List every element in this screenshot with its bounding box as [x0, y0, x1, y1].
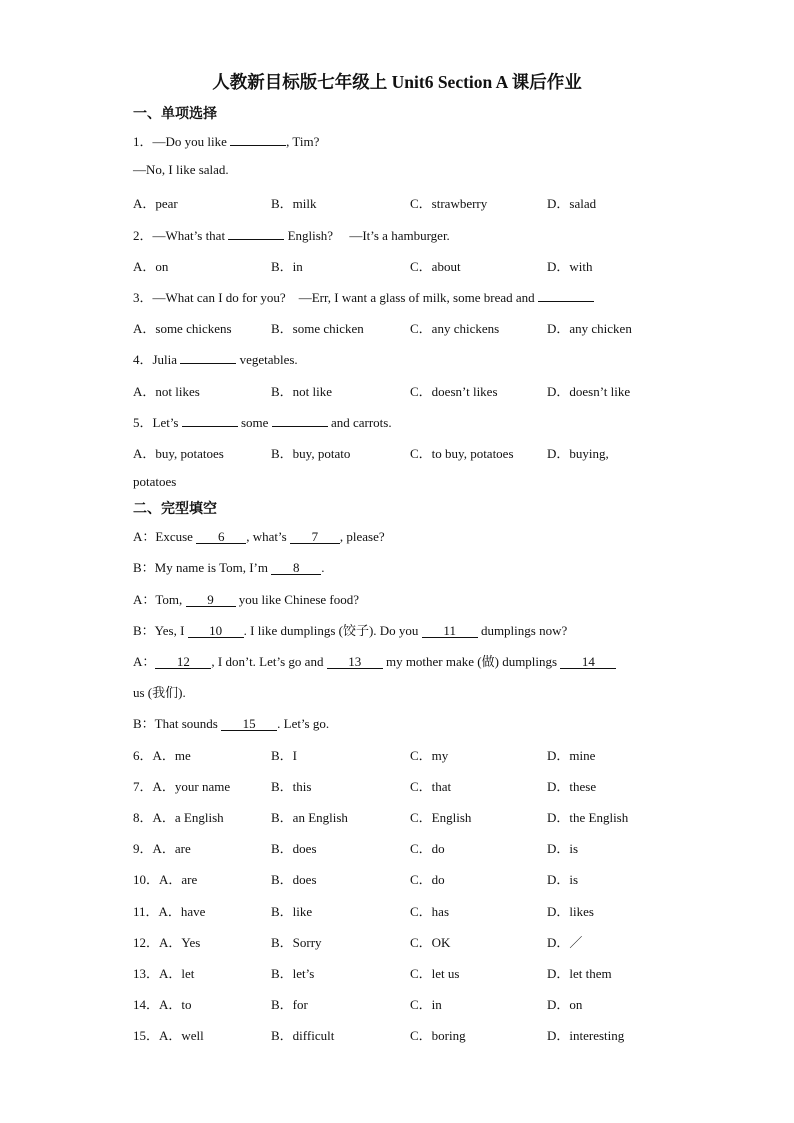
- passage-text: B：Yes, I: [133, 623, 185, 638]
- blank-number: 12: [155, 655, 211, 669]
- option-c: C．strawberry: [410, 196, 488, 211]
- option-c: C．that: [410, 779, 452, 794]
- passage-line: [133, 713, 329, 732]
- question-text: 1．—Do you like: [133, 134, 227, 149]
- answer-blank: [230, 134, 286, 146]
- option-c: C．any chickens: [410, 321, 500, 336]
- option-c: C．boring: [410, 1028, 466, 1043]
- option-c: C．doesn’t likes: [410, 384, 498, 399]
- option-b: B．like: [271, 904, 313, 919]
- option-a: 10．A．are: [133, 872, 198, 887]
- option-a: 14．A．to: [133, 997, 192, 1012]
- option-c: C．has: [410, 904, 450, 919]
- option-b: B．buy, potato: [271, 446, 351, 461]
- option-b: B．let’s: [271, 966, 315, 981]
- option-b: B．in: [271, 259, 303, 274]
- option-a: 13．A．let: [133, 966, 195, 981]
- cloze-options-15: [133, 1025, 673, 1043]
- question-text: English? —It’s a hamburger.: [287, 228, 450, 243]
- blank-number: 7: [290, 530, 340, 544]
- question-2-options: [133, 256, 673, 274]
- question-5: [133, 412, 392, 431]
- question-3: [133, 287, 594, 306]
- section-heading-single-choice: 一、单项选择: [133, 107, 217, 122]
- question-5-option-wrap: potatoes: [133, 474, 177, 489]
- option-a: A．not likes: [133, 384, 200, 399]
- option-a: 9．A．are: [133, 841, 191, 856]
- passage-text: A：Excuse: [133, 529, 193, 544]
- option-d: D．interesting: [547, 1028, 625, 1043]
- question-text: some: [241, 415, 269, 430]
- option-d: D．is: [547, 841, 579, 856]
- answer-blank: [182, 415, 238, 427]
- passage-text: . I like dumplings (饺子). Do you: [243, 623, 419, 638]
- passage-text: you like Chinese food?: [238, 592, 360, 607]
- option-c: C．let us: [410, 966, 460, 981]
- blank-number: 13: [327, 655, 383, 669]
- passage-text: , what’s: [246, 529, 287, 544]
- question-text: 4．Julia: [133, 352, 178, 367]
- passage-text: .: [321, 560, 325, 575]
- option-d: D．／: [547, 935, 583, 950]
- passage-text: A：: [133, 654, 156, 669]
- option-a: 15．A．well: [133, 1028, 204, 1043]
- option-d: D．doesn’t like: [547, 384, 631, 399]
- option-b: B．Sorry: [271, 935, 322, 950]
- option-a: 8．A．a English: [133, 810, 224, 825]
- page-title: 人教新目标版七年级上 Unit6 Section A 课后作业: [212, 72, 582, 92]
- option-a: A．buy, potatoes: [133, 446, 224, 461]
- blank-number: 11: [422, 624, 478, 638]
- option-d: D．is: [547, 872, 579, 887]
- passage-text: B：That sounds: [133, 716, 218, 731]
- passage-text: , I don’t. Let’s go and: [211, 654, 324, 669]
- blank-number: 10: [188, 624, 244, 638]
- option-b: B．difficult: [271, 1028, 335, 1043]
- cloze-options-14: [133, 994, 673, 1012]
- cloze-options-8: [133, 807, 673, 825]
- option-c: C．do: [410, 841, 445, 856]
- option-c: C．OK: [410, 935, 451, 950]
- option-d: D．likes: [547, 904, 594, 919]
- option-b: B．some chicken: [271, 321, 364, 336]
- option-a: A．on: [133, 259, 169, 274]
- blank-number: 14: [560, 655, 616, 669]
- option-d: D．on: [547, 997, 583, 1012]
- cloze-options-11: [133, 901, 673, 919]
- passage-line: [133, 651, 616, 670]
- option-b: B．does: [271, 872, 317, 887]
- cloze-options-6: [133, 745, 673, 763]
- option-d: D．salad: [547, 196, 597, 211]
- option-b: B．an English: [271, 810, 348, 825]
- option-a: A．some chickens: [133, 321, 232, 336]
- question-4: [133, 349, 298, 368]
- question-1-reply: —No, I like salad.: [133, 162, 229, 177]
- passage-text: . Let’s go.: [277, 716, 330, 731]
- passage-line: [133, 620, 567, 639]
- option-c: C．English: [410, 810, 472, 825]
- option-c: C．about: [410, 259, 461, 274]
- question-text: and carrots.: [330, 415, 392, 430]
- option-a: 11．A．have: [133, 904, 206, 919]
- option-a: 12．A．Yes: [133, 935, 201, 950]
- question-text: , Tim?: [286, 134, 320, 149]
- question-3-options: [133, 318, 673, 336]
- answer-blank: [538, 290, 594, 302]
- answer-blank: [228, 228, 284, 240]
- answer-blank: [272, 415, 328, 427]
- question-4-options: [133, 381, 673, 399]
- option-c: C．do: [410, 872, 445, 887]
- blank-number: 6: [196, 530, 246, 544]
- option-a: 7．A．your name: [133, 779, 231, 794]
- option-d: D．mine: [547, 748, 596, 763]
- cloze-options-7: [133, 776, 673, 794]
- option-d: D．buying,: [547, 446, 609, 461]
- blank-number: 8: [271, 561, 321, 575]
- option-b: B．milk: [271, 196, 317, 211]
- cloze-options-13: [133, 963, 673, 981]
- answer-blank: [180, 352, 236, 364]
- passage-line: [133, 589, 359, 608]
- cloze-options-12: [133, 932, 673, 950]
- blank-number: 15: [221, 717, 277, 731]
- question-text: 5．Let’s: [133, 415, 179, 430]
- option-c: C．in: [410, 997, 442, 1012]
- passage-text: A：Tom,: [133, 592, 183, 607]
- option-d: D．with: [547, 259, 593, 274]
- passage-text: , please?: [339, 529, 385, 544]
- passage-line: [133, 526, 385, 545]
- option-a: 6．A．me: [133, 748, 191, 763]
- option-a: A．pear: [133, 196, 178, 211]
- passage-line: us (我们).: [133, 685, 186, 700]
- question-5-options: [133, 443, 673, 461]
- option-d: D．let them: [547, 966, 612, 981]
- question-text: 3．—What can I do for you? —Err, I want a glass of milk, some bread and: [133, 290, 535, 305]
- passage-text: my mother make (做) dumplings: [385, 654, 558, 669]
- passage-text: B：My name is Tom, I’m: [133, 560, 268, 575]
- option-b: B．this: [271, 779, 312, 794]
- cloze-options-10: [133, 869, 673, 887]
- cloze-options-9: [133, 838, 673, 856]
- option-b: B．for: [271, 997, 308, 1012]
- passage-text: dumplings now?: [480, 623, 568, 638]
- option-c: C．to buy, potatoes: [410, 446, 514, 461]
- passage-line: [133, 557, 324, 576]
- question-1-options: [133, 193, 673, 211]
- question-2: [133, 225, 450, 244]
- option-b: B．not like: [271, 384, 333, 399]
- option-c: C．my: [410, 748, 449, 763]
- option-d: D．these: [547, 779, 597, 794]
- option-d: D．any chicken: [547, 321, 632, 336]
- question-1: [133, 131, 319, 150]
- option-d: D．the English: [547, 810, 629, 825]
- option-b: B．does: [271, 841, 317, 856]
- question-text: 2．—What’s that: [133, 228, 226, 243]
- section-heading-cloze: 二、完型填空: [133, 502, 217, 517]
- blank-number: 9: [186, 593, 236, 607]
- question-text: vegetables.: [239, 352, 298, 367]
- option-b: B．I: [271, 748, 298, 763]
